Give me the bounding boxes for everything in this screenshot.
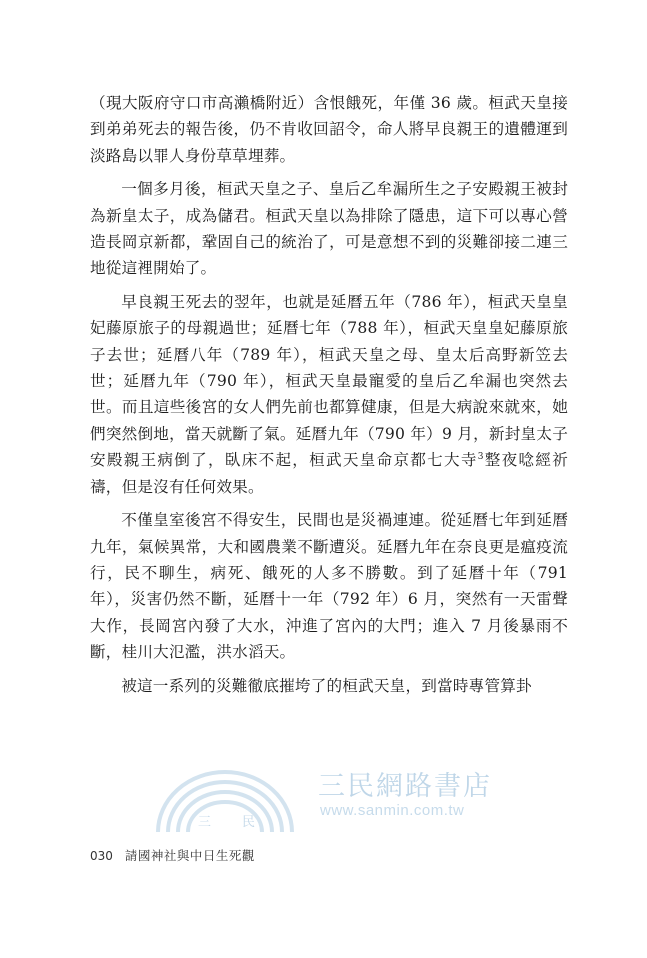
running-title: 請國神社與中日生死觀	[124, 848, 255, 863]
paragraph-3-text-b: 整夜唸經祈禱，但是沒有任何效果。	[90, 451, 568, 496]
watermark-store-name: 三民網路書店	[318, 771, 492, 802]
footnote-marker: 3	[477, 452, 484, 463]
paragraph-2: 一個多月後，桓武天皇之子、皇后乙牟漏所生之子安殿親王被封為新皇太子，成為儲君。桓武天皇以為排除了隱患，這下可以專心營造長岡京新都，鞏固自己的統治了，可是意想不到的災難卻接二連三地從這裡開始了。	[90, 180, 568, 278]
page-number: 030	[90, 849, 113, 863]
paragraph-5: 被這一系列的災難徹底摧垮了的桓武天皇，到當時專管算卦	[121, 676, 532, 695]
bookstore-watermark	[150, 762, 510, 842]
paragraph-4: 不僅皇室後宮不得安生，民間也是災禍連連。從延曆七年到延曆九年，氣候異常，大和國農業不斷遭災。延曆九年在奈良更是瘟疫流行，民不聊生，病死、餓死的人多不勝數。到了延曆十年（791 年），災害仍然不斷，延曆十一年（792 年）6 月，突然有一天雷聲大作，長岡宮內發了大水，沖進了宮內的大門；進入 7 月後暴雨不斷，桂川大氾濫，洪水滔天。	[90, 511, 568, 662]
paragraph-3	[90, 289, 568, 500]
watermark-url: www.sanmin.com.tw	[320, 802, 465, 819]
paragraph-3-text-a: 早良親王死去的翌年，也就是延曆五年（786 年），桓武天皇皇妃藤原旅子的母親過世；延曆七年（788 年），桓武天皇皇妃藤原旅子去世；延曆八年（789 年），桓武天皇之母、皇太后高野新笠去世；延曆九年（790 年），桓武天皇最寵愛的皇后乙牟漏也突然去世。而且這些後宮的女人們先前也都算健康，但是大病說來就來，她們突然倒地，當天就斷了氣。延曆九年（790 年）9 月，新封皇太子安殿親王病倒了，臥床不起，桓武天皇命京都七大寺	[90, 292, 568, 470]
page-footer	[90, 846, 255, 864]
logo-char-1: 三	[198, 815, 212, 830]
body-text	[90, 90, 568, 706]
sanmin-logo-icon	[150, 762, 300, 834]
logo-char-2: 民	[242, 815, 256, 830]
paragraph-1: （現大阪府守口市高瀨橋附近）含恨餓死，年僅 36 歲。桓武天皇接到弟弟死去的報告後，仍不肯收回詔令，命人將早良親王的遺體運到淡路島以罪人身份草草埋葬。	[90, 94, 568, 165]
